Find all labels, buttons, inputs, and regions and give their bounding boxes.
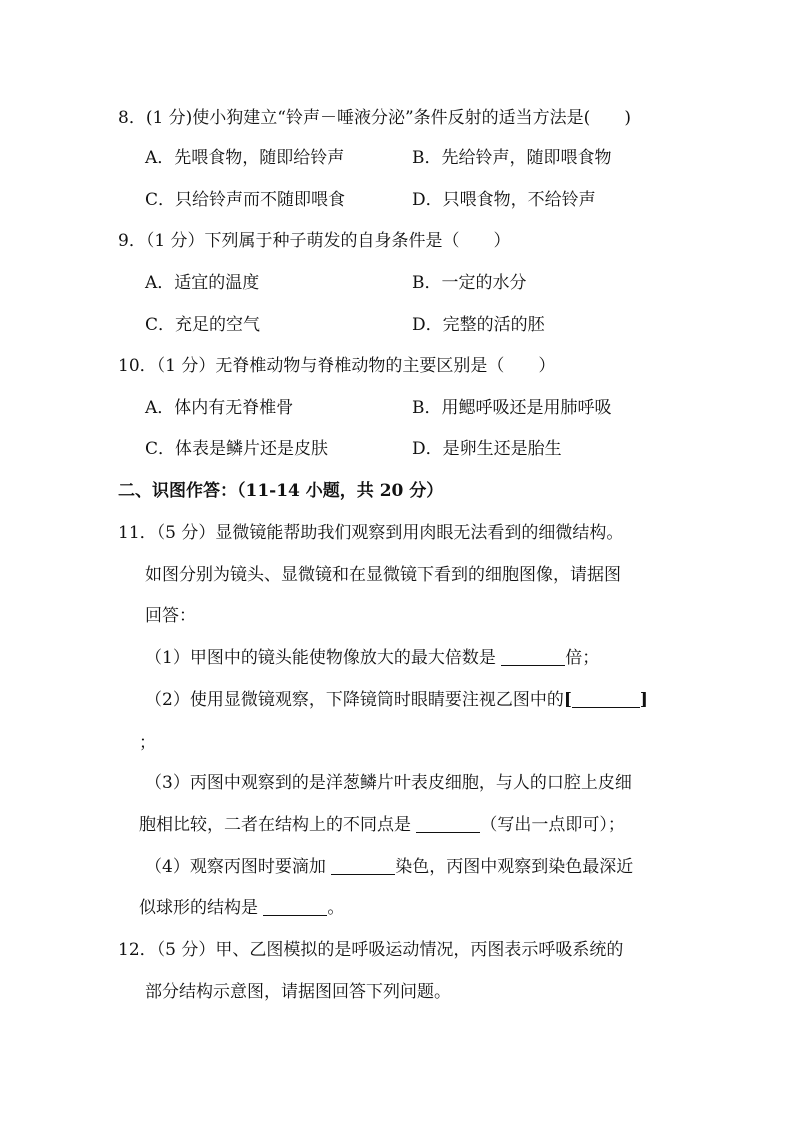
q11-part-2	[145, 688, 648, 712]
q10-option-b: B．用鳃呼吸还是用肺呼吸	[412, 398, 612, 418]
answer-blank[interactable]	[263, 897, 327, 916]
q11-part-3-line-1: （3）丙图中观察到的是洋葱鳞片叶表皮细胞，与人的口腔上皮细	[145, 773, 632, 793]
question-9-stem: 9．（1 分）下列属于种子萌发的自身条件是（ ）	[118, 231, 511, 251]
q8-option-d: D．只喂食物，不给铃声	[412, 190, 596, 210]
q8-option-b: B．先给铃声，随即喂食物	[412, 148, 612, 168]
question-11-stem-line-3: 回答：	[145, 606, 196, 626]
question-10-stem: 10．（1 分）无脊椎动物与脊椎动物的主要区别是（ ）	[118, 356, 556, 376]
q11-part-4-line-1	[145, 855, 633, 879]
q9-option-a: A．适宜的温度	[145, 273, 260, 293]
q11-part-2-suffix: ；	[139, 733, 156, 753]
answer-blank[interactable]	[416, 814, 480, 833]
answer-blank[interactable]	[572, 689, 640, 708]
q11-part-4-line-2	[139, 896, 344, 920]
answer-blank[interactable]	[331, 856, 395, 875]
answer-blank[interactable]	[501, 647, 565, 666]
q10-option-a: A．体内有无脊椎骨	[145, 398, 294, 418]
q11-part-3-suffix: （写出一点即可）；	[480, 815, 625, 835]
close-bracket: ]	[639, 690, 648, 710]
q11-part-1-text: （1）甲图中的镜头能使物像放大的最大倍数是	[145, 648, 502, 668]
q11-part-1-suffix: 倍；	[565, 648, 600, 668]
question-11-stem-line-2: 如图分别为镜头、显微镜和在显微镜下看到的细胞图像，请据图	[145, 565, 621, 585]
q11-part-2-text: （2）使用显微镜观察，下降镜筒时眼睛要注视乙图中的	[145, 690, 564, 710]
q11-part-3-line-2	[139, 813, 625, 837]
q10-option-c: C．体表是鳞片还是皮肤	[145, 439, 329, 459]
q11-part-1	[145, 646, 599, 670]
q8-option-a: A．先喂食物，随即给铃声	[145, 148, 345, 168]
question-8-stem: 8．(1 分)使小狗建立“铃声－唾液分泌”条件反射的适当方法是( )	[118, 108, 631, 128]
open-bracket: [	[563, 690, 572, 710]
q11-part-4-end: 。	[327, 898, 345, 918]
q11-part-4-text-2: 似球形的结构是	[139, 898, 264, 918]
question-12-stem-line-1: 12．（5 分）甲、乙图模拟的是呼吸运动情况，丙图表示呼吸系统的	[118, 940, 624, 960]
question-11-stem-line-1: 11．（5 分）显微镜能帮助我们观察到用肉眼无法看到的细微结构。	[118, 523, 624, 543]
question-12-stem-line-2: 部分结构示意图，请据图回答下列问题。	[145, 982, 451, 1002]
q8-option-c: C．只给铃声而不随即喂食	[145, 190, 346, 210]
q11-part-4-mid: 染色，丙图中观察到染色最深近	[395, 857, 634, 877]
q9-option-d: D．完整的活的胚	[412, 315, 545, 335]
q11-part-3-text: 胞相比较，二者在结构上的不同点是	[139, 815, 417, 835]
q10-option-d: D．是卵生还是胎生	[412, 439, 562, 459]
q9-option-b: B．一定的水分	[412, 273, 527, 293]
q11-part-4-text: （4）观察丙图时要滴加	[145, 857, 332, 877]
section-2-heading: 二、识图作答：（11-14 小题，共 20 分）	[118, 481, 444, 501]
q9-option-c: C．充足的空气	[145, 315, 261, 335]
